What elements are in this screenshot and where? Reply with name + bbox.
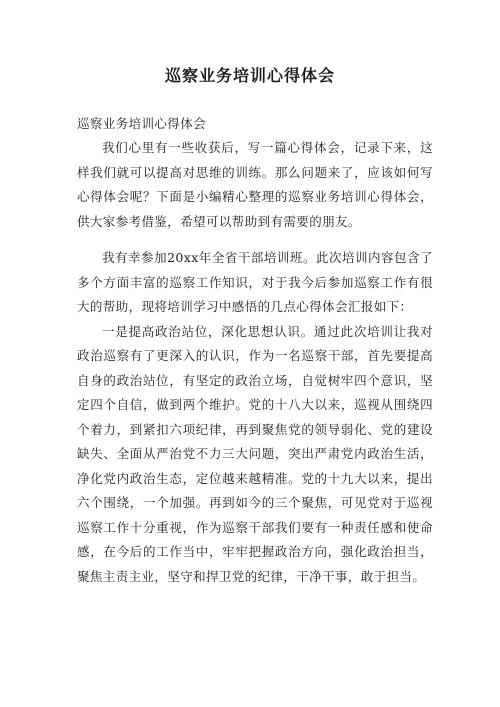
- paragraph-spacer: [77, 234, 433, 246]
- political-stance-paragraph: 一是提高政治站位，深化思想认识。通过此次培训让我对政治巡察有了更深入的认识，作为一名巡察干部，首先要提高自身的政治站位，有坚定的政治立场，自觉树牢四个意识，坚定四个自信，做到两个维护。党的十八大以来，巡视从围绕四个着力，到紧扣六项纪律，再到聚焦党的领导弱化、党的建设缺失、全面从严治党不力三大问题，突出严肃党内政治生活，净化党内政治生态，定位越来越精准。党的十九大以来，提出六个围绕，一个加强。再到如今的三个聚焦，可见党对于巡视巡察工作十分重视，作为巡察干部我们要有一种责任感和使命感，在今后的工作当中，牢牢把握政治方向，强化政治担当，聚焦主责主业，坚守和捍卫党的纪律，干净干事，敢于担当。: [77, 323, 433, 584]
- training-paragraph: 我有幸参加20xx年全省干部培训班。此次培训内容包含了多个方面丰富的巡察工作知识，对于我今后参加巡察工作有很大的帮助，现将培训学习中感悟的几点心得体会汇报如下：: [77, 250, 433, 314]
- intro-paragraph: 我们心里有一些收获后，写一篇心得体会，记录下来，这样我们就可以提高对思维的训练。那么问题来了，应该如何写心得体会呢？下面是小编精心整理的巡察业务培训心得体会，供大家参考借鉴，希望可以帮助到有需要的朋友。: [77, 140, 433, 229]
- document-subtitle: 巡察业务培训心得体会: [77, 116, 207, 131]
- page-title: 巡察业务培训心得体会: [164, 66, 335, 85]
- document-body: [77, 112, 433, 589]
